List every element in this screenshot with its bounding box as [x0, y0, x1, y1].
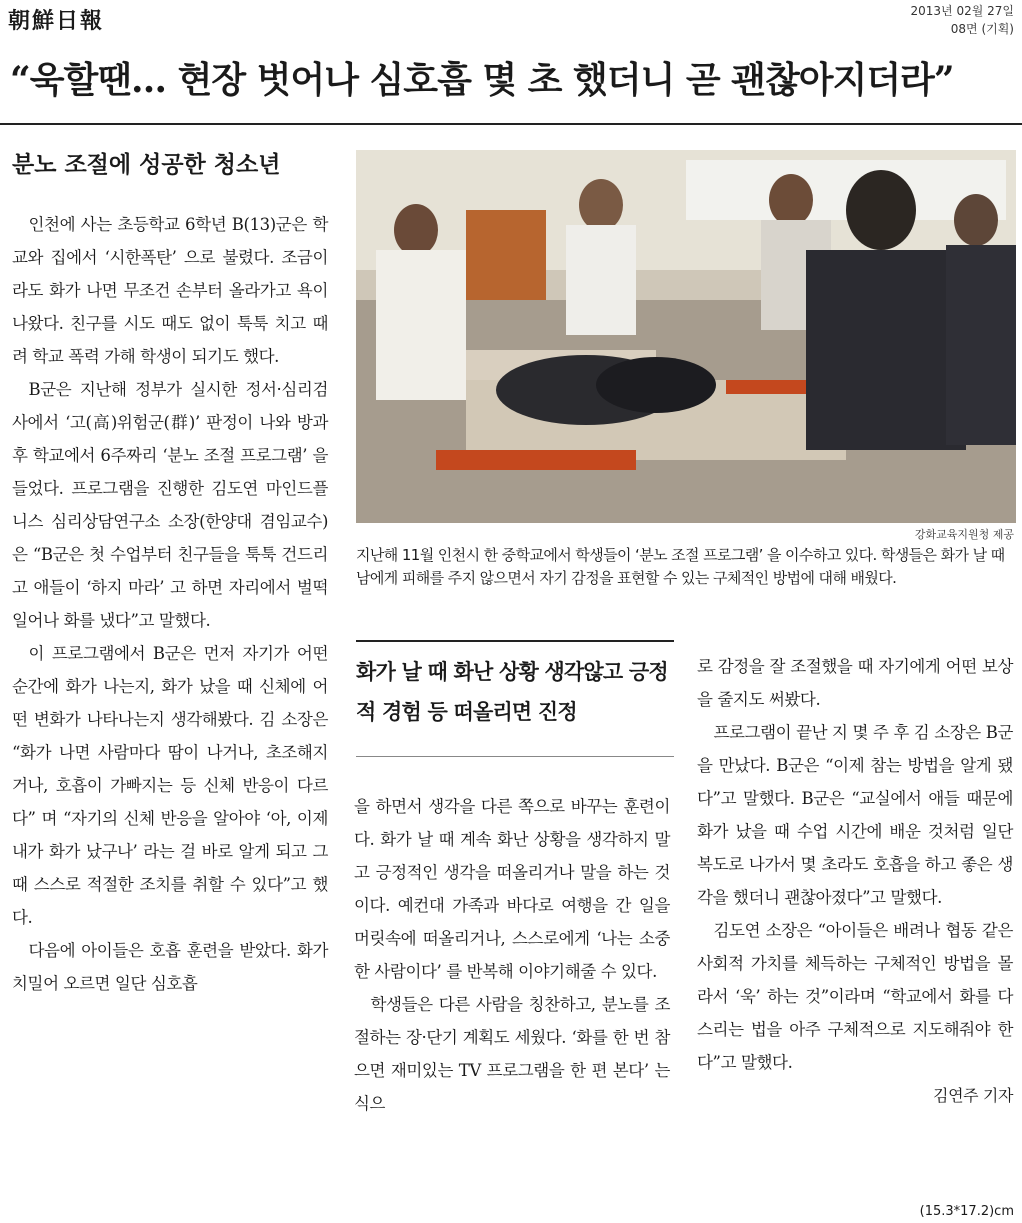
- article-headline: “욱할땐… 현장 벗어나 심호흡 몇 초 했더니 곧 괜찮아지더라”: [10, 59, 954, 101]
- paragraph: 학생들은 다른 사람을 칭찬하고, 분노를 조절하는 장·단기 계획도 세웠다. ‘화를 한 번 참으면 재미있는 TV 프로그램을 한 편 본다’ 는 식으: [354, 995, 670, 1113]
- article-column-2: [354, 790, 670, 1120]
- page-section: 08면 (기획): [950, 22, 1014, 36]
- newspaper-masthead: 朝鮮日報: [8, 8, 105, 34]
- article-size: (15.3*17.2)cm: [919, 1204, 1014, 1219]
- issue-meta: [911, 2, 1014, 38]
- photo-credit: 강화교육지원청 제공: [914, 528, 1014, 541]
- headline-rule: [0, 123, 1022, 125]
- article-column-3: [697, 650, 1013, 1112]
- photo-caption: 지난해 11월 인천시 한 중학교에서 학생들이 ‘분노 조절 프로그램’ 을 이수하고 있다. 학생들은 화가 날 때 남에게 피해를 주지 않으면서 자기 감정을 표현할 수 있는 구체적인 방법에 대해 배웠다.: [356, 546, 1005, 587]
- paragraph: B군은 지난해 정부가 실시한 정서·심리검사에서 ‘고(高)위험군(群)’ 판정이 나와 방과 후 학교에서 6주짜리 ‘분노 조절 프로그램’ 을 들었다. 프로그램을 진행한 김도연 마인드플니스 심리상담연구소 소장(한양대 겸임교수)은 “B군은 첫 수업부터 친구들을 툭툭 건드리고 애들이 ‘하지 마라’ 고 하면 자리에서 벌떡 일어나 화를 냈다”고 말했다.: [12, 380, 328, 630]
- paragraph: 김도연 소장은 “아이들은 배려나 협동 같은 사회적 가치를 체득하는 구체적인 방법을 몰라서 ‘욱’ 하는 것”이라며 “학교에서 화를 다스리는 법을 아주 구체적으로 지도해줘야 한다”고 말했다.: [697, 921, 1013, 1072]
- paragraph: 을 하면서 생각을 다른 쪽으로 바꾸는 훈련이다. 화가 날 때 계속 화난 상황을 생각하지 말고 긍정적인 생각을 떠올리거나 말을 하는 것이다. 예컨대 가족과 바다로 여행을 간 일을 머릿속에 떠올리거나, 스스로에게 ‘나는 소중한 사람이다’ 를 반복해 이야기해줄 수 있다.: [354, 797, 670, 981]
- paragraph: 프로그램이 끝난 지 몇 주 후 김 소장은 B군을 만났다. B군은 “이제 참는 방법을 알게 됐다”고 말했다. B군은 “교실에서 애들 때문에 화가 났을 때 수업 시간에 배운 것처럼 일단 복도로 나가서 몇 초라도 호흡을 하고 좋은 생각을 했더니 괜찮아졌다”고 말했다.: [697, 723, 1013, 907]
- midhead-rule-bottom: [356, 756, 674, 757]
- byline: 김연주 기자: [933, 1086, 1013, 1105]
- midhead-rule-top: [356, 640, 674, 642]
- article-subhead: 분노 조절에 성공한 청소년: [12, 152, 281, 178]
- classroom-photo: [356, 150, 1016, 523]
- issue-date: 2013년 02월 27일: [910, 4, 1014, 18]
- mid-headline: 화가 날 때 화난 상황 생각않고 긍정적 경험 등 떠올리면 진정: [356, 660, 668, 724]
- paragraph: 로 감정을 잘 조절했을 때 자기에게 어떤 보상을 줄지도 써봤다.: [697, 657, 1013, 709]
- paragraph: 인천에 사는 초등학교 6학년 B(13)군은 학교와 집에서 ‘시한폭탄’ 으로 불렸다. 조금이라도 화가 나면 무조건 손부터 올라가고 욕이 나왔다. 친구를 시도 때도 없이 툭툭 치고 때려 학교 폭력 가해 학생이 되기도 했다.: [12, 215, 328, 366]
- article-column-1: [12, 208, 328, 1000]
- paragraph: 다음에 아이들은 호흡 훈련을 받았다. 화가 치밀어 오르면 일단 심호흡: [12, 941, 328, 993]
- classroom-photo-illustration: [356, 150, 1016, 523]
- paragraph: 이 프로그램에서 B군은 먼저 자기가 어떤 순간에 화가 나는지, 화가 났을 때 신체에 어떤 변화가 나타나는지 생각해봤다. 김 소장은 “화가 나면 사람마다 땀이 나거나, 초조해지거나, 호흡이 가빠지는 등 신체 반응이 다르다” 며 “자기의 신체 반응을 알아야 ‘아, 이제 내가 화가 났구나’ 라는 걸 바로 알게 되고 그때 스스로 적절한 조치를 취할 수 있다”고 했다.: [12, 644, 328, 927]
